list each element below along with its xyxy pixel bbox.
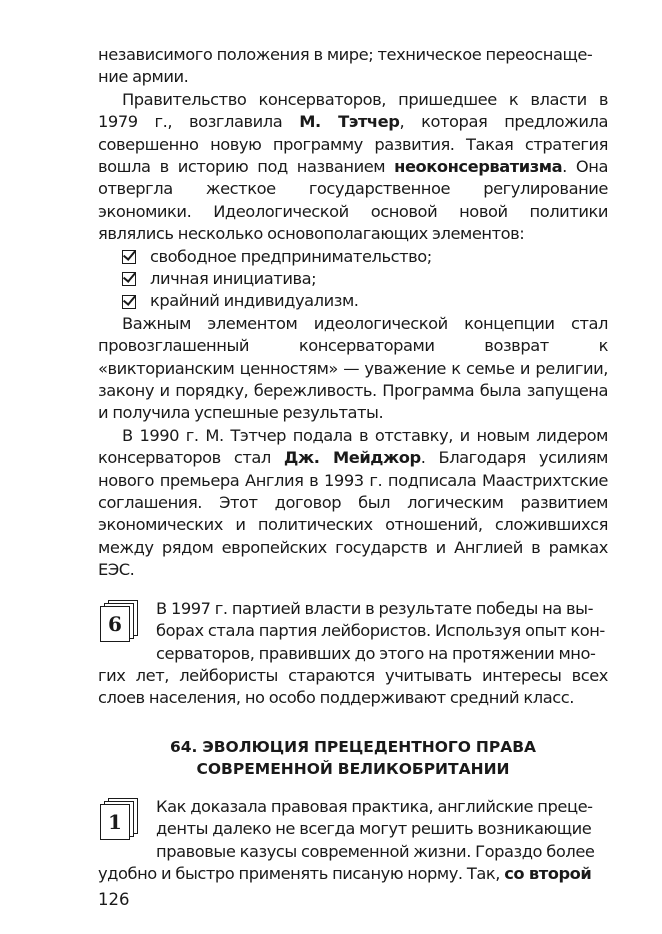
checklist-item	[98, 290, 608, 312]
document-stack-icon	[100, 798, 138, 840]
text-line: Как доказала правовая практика, английские преце-	[156, 796, 593, 816]
checklist-item	[98, 268, 608, 290]
checklist	[98, 246, 608, 313]
text-line: ние армии.	[98, 67, 189, 87]
text-line: денты далеко не всегда могут решить возникающие	[156, 819, 592, 839]
paragraph-continuation	[98, 44, 608, 89]
document-stack-icon	[100, 600, 138, 642]
section-heading-line: 64. ЭВОЛЮЦИЯ ПРЕЦЕДЕНТНОГО ПРАВА	[169, 737, 537, 756]
page-number: 126	[98, 890, 130, 909]
text-run: Правительство консерваторов, пришедшее к власти в 1979 г., возглавила	[98, 89, 608, 132]
question-number-badge: 6	[100, 606, 130, 642]
paragraph-thatcher	[98, 89, 608, 246]
text-line: правовые казусы современной жизни. Гораздо более	[156, 841, 595, 861]
question-number-badge: 1	[100, 804, 130, 840]
page-body	[98, 44, 608, 885]
text-run: . Благодаря усилиям нового премьера Англия в 1993 г. подписала Маастрихтские соглашения. Этот договор был логическим развитием экономических и политических отношений, сложившихся между рядом европейских государств и Англией в рамках ЕЭС.	[98, 448, 608, 580]
checklist-item-label: свободное предпринимательство;	[150, 246, 432, 266]
checklist-item-label: крайний индивидуализм.	[150, 291, 359, 311]
text-line: борах стала партия лейбористов. Используя опыт кон-	[156, 621, 605, 641]
paragraph-values: Важным элементом идеологической концепции стал провозглашенный консерваторами возврат к «викторианским ценностям» — уважение к семье и религии, закону и порядку, бережливость. Программа была запущена и получила успешные результаты.	[98, 313, 608, 423]
bold-term-thatcher: М. Тэтчер	[299, 112, 400, 132]
paragraph-labour	[98, 598, 608, 710]
checkbox-icon	[122, 250, 136, 264]
checklist-item	[98, 246, 608, 268]
text-run: , которая предложила совершенно новую программу развития. Такая стратегия вошла в историю под названием	[98, 112, 608, 177]
section-heading	[98, 736, 608, 780]
checkbox-icon	[122, 295, 136, 309]
bold-term: со второй	[504, 863, 592, 883]
paragraph-precedent	[98, 796, 608, 886]
text-run: гих лет, лейбористы стараются учитывать интересы всех слоев населения, но особо поддерживают средний класс.	[98, 665, 608, 708]
checkbox-icon	[122, 272, 136, 286]
text-line: серваторов, правивших до этого на протяжении мно-	[156, 643, 596, 663]
text-run: В 1990 г. М. Тэтчер подала в отставку, и новым лидером консерваторов стал	[98, 425, 608, 468]
text-line: независимого положения в мире; техническое переоснаще-	[98, 45, 593, 64]
text-run: удобно и быстро применять писаную норму. Так,	[98, 863, 505, 883]
paragraph-major	[98, 425, 608, 582]
bold-term-major: Дж. Мейджор	[283, 448, 421, 468]
section-heading-line: СОВРЕМЕННОЙ ВЕЛИКОБРИТАНИИ	[196, 759, 510, 778]
block-question-1	[98, 796, 608, 886]
checklist-item-label: личная инициатива;	[150, 269, 317, 289]
block-question-6	[98, 598, 608, 710]
bold-term-neoconservatism: неоконсерватизма	[394, 157, 563, 177]
text-line: В 1997 г. партией власти в результате победы на вы-	[156, 598, 594, 618]
text-run: . Она отвергла жесткое государственное регулирование экономики. Идеологической основой новой политики являлись несколько основополагающих элементов:	[98, 157, 608, 244]
